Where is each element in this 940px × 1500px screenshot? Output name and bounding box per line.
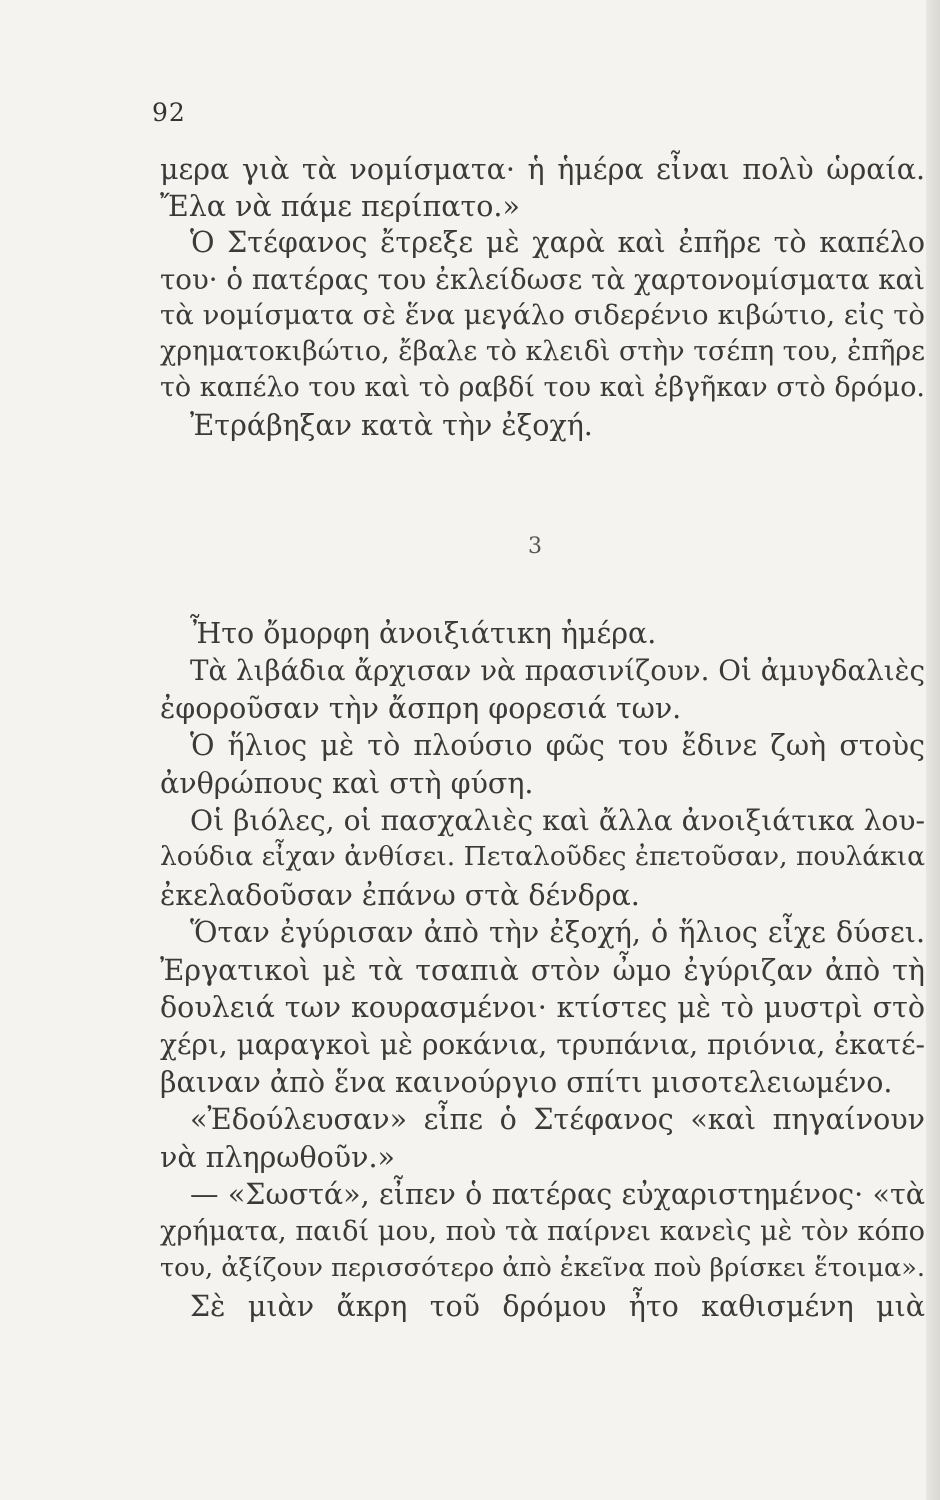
text-line: δουλειά των κουρασμένοι· κτίστες μὲ τὸ μυστρὶ στὸ <box>160 991 925 1024</box>
text-line: του· ὁ πατέρας του ἐκλείδωσε τὰ χαρτονομίσματα καὶ <box>160 262 925 296</box>
section-number: 3 <box>528 534 542 559</box>
text-line: — «Σωστά», εἶπεν ὁ πατέρας εὐχαριστημένος· «τὰ <box>190 1178 925 1211</box>
text-line: χρήματα, παιδί μου, ποὺ τὰ παίρνει κανεὶς μὲ τὸν κόπο <box>160 1216 925 1248</box>
text-line: χέρι, μαραγκοὶ μὲ ροκάνια, τρυπάνια, πριόνια, ἐκατέ- <box>160 1028 925 1062</box>
text-line: Τὰ λιβάδια ἄρχισαν νὰ πρασινίζουν. Οἱ ἀμυγδαλιὲς <box>190 654 925 688</box>
text-line: «Ἐδούλευσαν» εἶπε ὁ Στέφανος «καὶ πηγαίνουν <box>190 1103 925 1137</box>
text-line: λούδια εἶχαν ἀνθίσει. Πεταλοῦδες ἐπετοῦσαν, πουλάκια <box>160 841 925 873</box>
text-line: νὰ πληρωθοῦν.» <box>160 1140 395 1174</box>
text-line: βαιναν ἀπὸ ἕνα καινούργιο σπίτι μισοτελειωμένο. <box>160 1065 893 1099</box>
page-edge <box>926 0 940 1500</box>
text-line: Οἱ βιόλες, οἱ πασχαλιὲς καὶ ἄλλα ἀνοιξιάτικα λου- <box>190 804 925 837</box>
text-line: Ὁ ἥλιος μὲ τὸ πλούσιο φῶς του ἔδινε ζωὴ στοὺς <box>190 729 925 763</box>
text-line: Ἦτο ὄμορφη ἀνοιξιάτικη ἡμέρα. <box>190 617 657 650</box>
text-line: ἐκελαδοῦσαν ἐπάνω στὰ δένδρα. <box>160 878 640 912</box>
text-line: Ὁ Στέφανος ἔτρεξε μὲ χαρὰ καὶ ἐπῆρε τὸ καπέλο <box>190 226 925 259</box>
page-number: 92 <box>152 98 186 127</box>
text-line: Ἐτράβηξαν κατὰ τὴν ἐξοχή. <box>190 408 593 442</box>
text-line: τὰ νομίσματα σὲ ἕνα μεγάλο σιδερένιο κιβώτιο, εἰς τὸ <box>160 299 925 331</box>
text-line: ἀνθρώπους καὶ στὴ φύση. <box>160 766 534 800</box>
text-line: Ἐργατικοὶ μὲ τὰ τσαπιὰ στὸν ὦμο ἐγύριζαν ἀπὸ τὴ <box>160 953 925 987</box>
text-line: χρηματοκιβώτιο, ἔβαλε τὸ κλειδὶ στὴν τσέπη του, ἐπῆρε <box>160 335 925 367</box>
text-line: Σὲ μιὰν ἄκρη τοῦ δρόμου ἦτο καθισμένη μιὰ <box>190 1290 925 1324</box>
text-line: τὸ καπέλο του καὶ τὸ ραβδί του καὶ ἐβγῆκαν στὸ δρόμο. <box>160 372 925 403</box>
text-line: ἐφοροῦσαν τὴν ἄσπρη φορεσιά των. <box>160 691 682 725</box>
text-line: του, ἀξίζουν περισσότερο ἀπὸ ἐκεῖνα ποὺ βρίσκει ἕτοιμα». <box>160 1252 925 1283</box>
text-line: Ἔλα νὰ πάμε περίπατο.» <box>160 189 520 223</box>
text-line: μερα γιὰ τὰ νομίσματα· ἡ ἡμέρα εἶναι πολὺ ὡραία. <box>160 153 925 186</box>
text-line: Ὅταν ἐγύρισαν ἀπὸ τὴν ἐξοχή, ὁ ἥλιος εἶχε δύσει. <box>190 916 925 950</box>
